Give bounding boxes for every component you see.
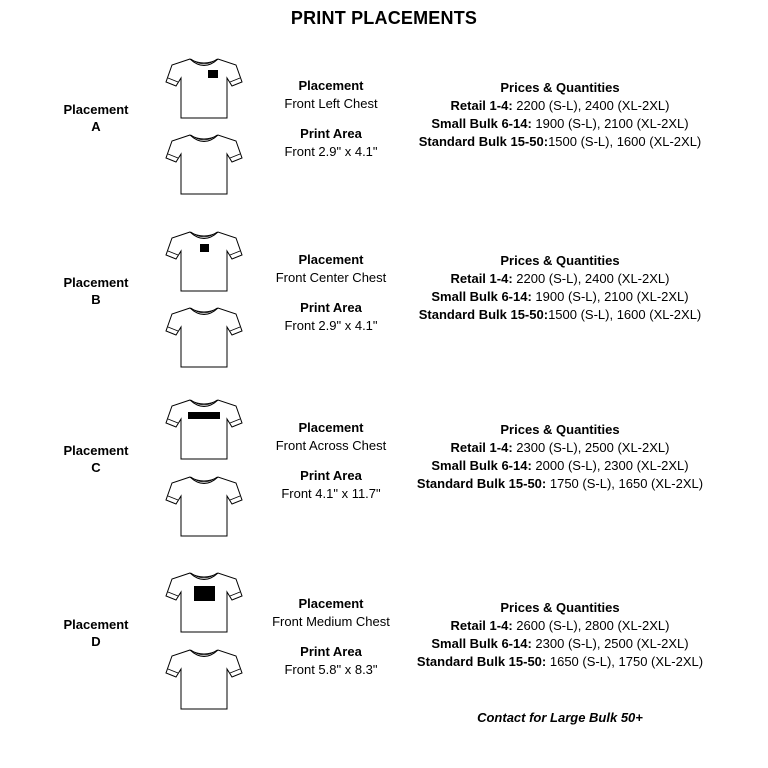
shirt-back-a xyxy=(164,130,244,196)
placement-value: Front Medium Chest xyxy=(272,614,390,629)
retail-line: Retail 1-4: 2200 (S-L), 2400 (XL-2XL) xyxy=(450,271,670,286)
placement-value: Front Across Chest xyxy=(275,438,387,453)
placement-heading: Placement xyxy=(298,78,364,93)
shirt-front-d xyxy=(164,568,244,634)
shirt-back-b xyxy=(164,303,244,369)
prices-heading: Prices & Quantities xyxy=(500,253,620,268)
prices-heading: Prices & Quantities xyxy=(500,600,620,615)
small-bulk-line: Small Bulk 6-14: 2000 (S-L), 2300 (XL-2XL) xyxy=(431,458,689,473)
placement-letter: A xyxy=(91,119,101,134)
shirt-back-d xyxy=(164,645,244,711)
placement-heading: Placement xyxy=(298,252,364,267)
shirt-front-a xyxy=(164,54,244,120)
print-area-heading: Print Area xyxy=(300,126,362,141)
standard-bulk-line: Standard Bulk 15-50: 1750 (S-L), 1650 (XL-2XL) xyxy=(416,476,704,491)
standard-bulk-line: Standard Bulk 15-50: 1650 (S-L), 1750 (XL-2XL) xyxy=(416,654,704,669)
placement-value: Front Center Chest xyxy=(275,270,387,285)
shirt-back-c xyxy=(164,472,244,538)
contact-note: Contact for Large Bulk 50+ xyxy=(477,710,643,725)
placement-info-b xyxy=(260,252,402,333)
placement-label-d xyxy=(48,616,144,650)
prices-heading: Prices & Quantities xyxy=(500,422,620,437)
placement-info-a xyxy=(260,78,402,159)
page-title: PRINT PLACEMENTS xyxy=(290,8,478,28)
shirt-front-b xyxy=(164,227,244,293)
prices-b xyxy=(400,252,720,324)
print-area-value: Front 2.9" x 4.1" xyxy=(284,318,378,333)
placement-info-c xyxy=(260,420,402,501)
print-area-value: Front 2.9" x 4.1" xyxy=(284,144,378,159)
placement-label-text: Placement xyxy=(63,443,129,458)
placement-heading: Placement xyxy=(298,420,364,435)
placement-label-text: Placement xyxy=(63,102,129,117)
small-bulk-line: Small Bulk 6-14: 1900 (S-L), 2100 (XL-2XL) xyxy=(431,289,689,304)
standard-bulk-line: Standard Bulk 15-50:1500 (S-L), 1600 (XL-2XL) xyxy=(418,307,702,322)
shirt-front-c xyxy=(164,395,244,461)
small-bulk-line: Small Bulk 6-14: 2300 (S-L), 2500 (XL-2XL) xyxy=(431,636,689,651)
standard-bulk-line: Standard Bulk 15-50:1500 (S-L), 1600 (XL-2XL) xyxy=(418,134,702,149)
placement-value: Front Left Chest xyxy=(284,96,378,111)
print-area-heading: Print Area xyxy=(300,468,362,483)
prices-d xyxy=(400,599,720,671)
placement-label-a xyxy=(48,101,144,135)
print-area-value: Front 4.1" x 11.7" xyxy=(281,486,381,501)
print-area-value: Front 5.8" x 8.3" xyxy=(284,662,378,677)
placement-letter: C xyxy=(91,460,101,475)
placement-heading: Placement xyxy=(298,596,364,611)
placement-label-text: Placement xyxy=(63,617,129,632)
retail-line: Retail 1-4: 2200 (S-L), 2400 (XL-2XL) xyxy=(450,98,670,113)
placement-label-c xyxy=(48,442,144,476)
placement-label-text: Placement xyxy=(63,275,129,290)
placement-info-d xyxy=(260,596,402,677)
prices-c xyxy=(400,421,720,493)
print-area-heading: Print Area xyxy=(300,300,362,315)
print-area-heading: Print Area xyxy=(300,644,362,659)
prices-a xyxy=(400,79,720,151)
retail-line: Retail 1-4: 2600 (S-L), 2800 (XL-2XL) xyxy=(450,618,670,633)
retail-line: Retail 1-4: 2300 (S-L), 2500 (XL-2XL) xyxy=(450,440,670,455)
prices-heading: Prices & Quantities xyxy=(500,80,620,95)
placement-letter: B xyxy=(91,292,101,307)
small-bulk-line: Small Bulk 6-14: 1900 (S-L), 2100 (XL-2XL) xyxy=(431,116,689,131)
placement-letter: D xyxy=(91,634,101,649)
placement-label-b xyxy=(48,274,144,308)
